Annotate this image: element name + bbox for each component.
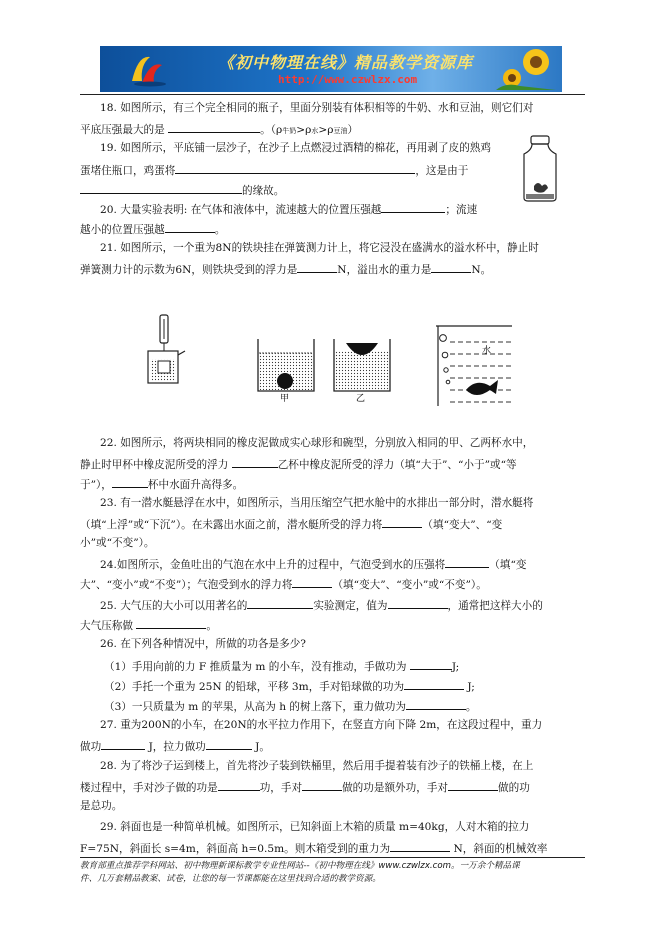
q24-line1	[100, 556, 526, 572]
q28-text2: 功，手对	[259, 782, 303, 794]
q23-line1: 23. 有一潜水艇悬浮在水中，如图所示，当用压缩空气把水舱中的水排出一部分时，潜水艇将	[100, 497, 534, 509]
cup-yi-figure	[332, 333, 394, 403]
q26-item1-unit: J;	[451, 661, 460, 673]
q25-text3: ，通常把这样大小的	[447, 600, 543, 612]
site-logo-icon	[128, 51, 168, 87]
q26-item3-end: 。	[465, 701, 477, 713]
q20-answer-blank-1[interactable]	[381, 201, 445, 213]
q18-sub-water: 水	[311, 127, 319, 135]
q25-text2: 实验测定，值为	[313, 600, 388, 612]
q27-text2: J，拉力做功	[148, 741, 206, 753]
q22-line3	[80, 476, 243, 492]
q28-text3: 做的功是额外功，手对	[342, 782, 449, 794]
q24-text2: （填“变	[489, 559, 527, 571]
spring-scale-overflow-cup-figure	[145, 315, 187, 387]
q27-line2	[80, 738, 270, 754]
q27-text3: J。	[255, 741, 270, 753]
q18-rho3: >ρ	[318, 124, 334, 136]
q18-answer-blank[interactable]	[168, 121, 260, 133]
q24-text: 24.如图所示，金鱼吐出的气泡在水中上升的过程中，气泡受到水的压强将	[100, 559, 446, 571]
q25-text: 25. 大气压的大小可以用著名的	[100, 600, 248, 612]
q25-line2	[80, 617, 217, 633]
q26-item2-unit: J;	[467, 681, 475, 693]
fish-bubbles-figure	[436, 324, 516, 408]
q20-line1	[100, 201, 477, 217]
q19-line2	[80, 162, 468, 178]
q19-text3: 的缘故。	[242, 185, 285, 197]
q22-line1: 22. 如图所示，将两块相同的橡皮泥做成实心球形和碗型，分别放入相同的甲、乙两杯水中，	[100, 437, 534, 449]
q25-text5: 。	[206, 620, 217, 632]
q21-text: 弹簧测力计的示数为6N，则铁块受到的浮力是	[80, 264, 298, 276]
q23-answer-blank[interactable]	[382, 516, 422, 528]
q26-line1: 26. 在下列各种情况中，所做的功各是多少?	[100, 638, 306, 650]
q27-text: 做功	[80, 741, 102, 753]
q18-sub-oil: 豆油	[333, 127, 348, 135]
q28-answer-blank-3[interactable]	[448, 779, 498, 791]
q20-text: 20. 大量实验表明: 在气体和液体中，流速越大的位置压强越	[100, 204, 382, 216]
q20-text2: ；流速	[445, 204, 478, 216]
q29-text: F=75N，斜面长 s=4m，斜面高 h=0.5m。则木箱受到的重力为	[80, 843, 391, 855]
site-title: 《初中物理在线》精品教学资源库	[218, 53, 474, 72]
q28-line2	[80, 779, 530, 795]
q28-text4: 做的功	[498, 782, 530, 794]
q20-text3: 越小的位置压强越	[80, 224, 165, 236]
q29-answer-blank[interactable]	[390, 840, 450, 852]
cup-jia-figure	[256, 337, 318, 403]
q22-answer-blank-1[interactable]	[232, 456, 278, 468]
q26-item2-text: （2）手托一个重为 25N 的铅球，平移 3m，手对铅球做的功为	[104, 681, 405, 693]
q21-text2: N，溢出水的重力是	[337, 264, 432, 276]
q20-answer-blank-2[interactable]	[165, 221, 215, 233]
q23-text: （填“上浮”或“下沉”）。在未露出水面之前，潜水艇所受的浮力将	[80, 519, 383, 531]
q24-text3: 大”、“变小”或“不变”）；气泡受到水的浮力将	[80, 579, 293, 591]
q26-item1-text: （1）手用向前的力 F 推质量为 m 的小车，没有推动，手做功为	[104, 661, 407, 673]
site-url[interactable]: http://www.czwlzx.com	[278, 73, 418, 86]
q22-text: 静止时甲杯中橡皮泥所受的浮力	[80, 459, 229, 471]
label-shui: 水	[482, 346, 492, 356]
q19-text2: ，这是由于	[415, 165, 469, 177]
q19-line3	[80, 182, 284, 198]
q18-line1: 18. 如图所示，有三个完全相同的瓶子，里面分别装有体积相等的牛奶、水和豆油，则它们对	[100, 102, 534, 114]
q18-text: 平底压强最大的是	[80, 124, 165, 136]
header-banner	[100, 46, 562, 92]
q24-line2	[80, 576, 487, 592]
q23-text2: （填“变大”、“变	[422, 519, 503, 531]
q19-line1: 19. 如图所示，平底铺一层沙子，在沙子上点燃浸过酒精的棉花，再用剥了皮的熟鸡	[100, 142, 491, 154]
q21-line2	[80, 261, 491, 277]
footer-rule	[80, 857, 585, 858]
q18-close: ）	[347, 124, 359, 136]
q29-line1: 29. 斜面也是一种简单机械。如图所示，已知斜面上木箱的质量 m=40kg，人对木箱的拉力	[100, 821, 530, 833]
label-yi: 乙	[356, 394, 366, 404]
q19-text: 蛋堵住瓶口，鸡蛋将	[80, 165, 176, 177]
q26-item3	[104, 698, 477, 714]
q23-line3: 小”或“不变”）。	[80, 537, 155, 549]
q29-text2: N，斜面的机械效率	[453, 843, 548, 855]
header-rule	[80, 94, 585, 95]
q25-line1	[100, 597, 543, 613]
q22-answer-blank-2[interactable]	[112, 476, 148, 488]
q20-line2	[80, 221, 225, 237]
q26-item2	[104, 678, 475, 694]
q20-text4: 。	[214, 224, 226, 236]
q19-answer-blank-2[interactable]	[80, 182, 242, 194]
q24-answer-blank-2[interactable]	[292, 576, 332, 588]
q27-line1: 27. 重为200N的小车，在20N的水平拉力作用下，在竖直方向下降 2m，在这段过程中，重力	[100, 719, 543, 731]
q29-line2	[80, 840, 548, 856]
q18-line2	[80, 121, 358, 138]
q19-answer-blank-1[interactable]	[175, 162, 415, 174]
q28-answer-blank-2[interactable]	[302, 779, 342, 791]
footer-line1: 教育部重点推荐学科网站、初中物理新课标教学专业性网站--《初中物理在线》www.czwlzx.com。一万余个精品课	[80, 861, 520, 871]
footer-line2: 件、几万套精品教案、试卷，让您的每一节课都能在这里找到合适的教学资源。	[80, 874, 381, 884]
q26-item1	[104, 658, 459, 674]
q22-line2	[80, 456, 517, 472]
q25-answer-blank-3[interactable]	[136, 617, 206, 629]
q28-text: 楼过程中，手对沙子做的功是	[80, 782, 218, 794]
q28-line3: 是总功。	[80, 800, 123, 812]
q25-answer-blank-1[interactable]	[247, 597, 313, 609]
q22-text3: 于”），	[80, 479, 112, 491]
q18-sub-milk: 牛奶	[282, 127, 297, 135]
q27-answer-blank-2[interactable]	[206, 738, 252, 750]
q26-answer-blank-3[interactable]	[406, 698, 466, 710]
q27-answer-blank-1[interactable]	[101, 738, 145, 750]
q21-line1: 21. 如图所示，一个重为8N的铁块挂在弹簧测力计上，将它浸没在盛满水的溢水杯中，静止时	[100, 242, 539, 254]
q21-answer-blank-2[interactable]	[431, 261, 471, 273]
q25-answer-blank-2[interactable]	[388, 597, 448, 609]
q18-rho2: >ρ	[296, 124, 312, 136]
q26-answer-blank-2[interactable]	[404, 678, 464, 690]
q21-text3: N。	[471, 264, 492, 276]
sunflower-icon	[496, 48, 556, 90]
q28-answer-blank-1[interactable]	[218, 779, 260, 791]
q25-text4: 大气压称做	[80, 620, 133, 632]
q28-line1: 28. 为了将沙子运到楼上，首先将沙子装到铁桶里，然后用手提着装有沙子的铁桶上楼，在上	[100, 760, 534, 772]
q26-answer-blank-1[interactable]	[410, 658, 452, 670]
label-jia: 甲	[280, 394, 290, 404]
q21-answer-blank-1[interactable]	[297, 261, 337, 273]
q18-rho: 。（ρ	[260, 124, 283, 136]
q22-text4: 杯中水面升高得多。	[147, 479, 244, 491]
q23-line2	[80, 516, 502, 532]
bottle-egg-figure	[520, 136, 560, 202]
q26-item3-text: （3）一只质量为 m 的苹果，从高为 h 的树上落下，重力做功为	[104, 701, 406, 713]
q24-text4: （填“变大”、“变小”或“不变”）。	[332, 579, 487, 591]
q24-answer-blank-1[interactable]	[445, 556, 489, 568]
q22-text2: 乙杯中橡皮泥所受的浮力（填“大于”、“小于”或“等	[277, 459, 517, 471]
